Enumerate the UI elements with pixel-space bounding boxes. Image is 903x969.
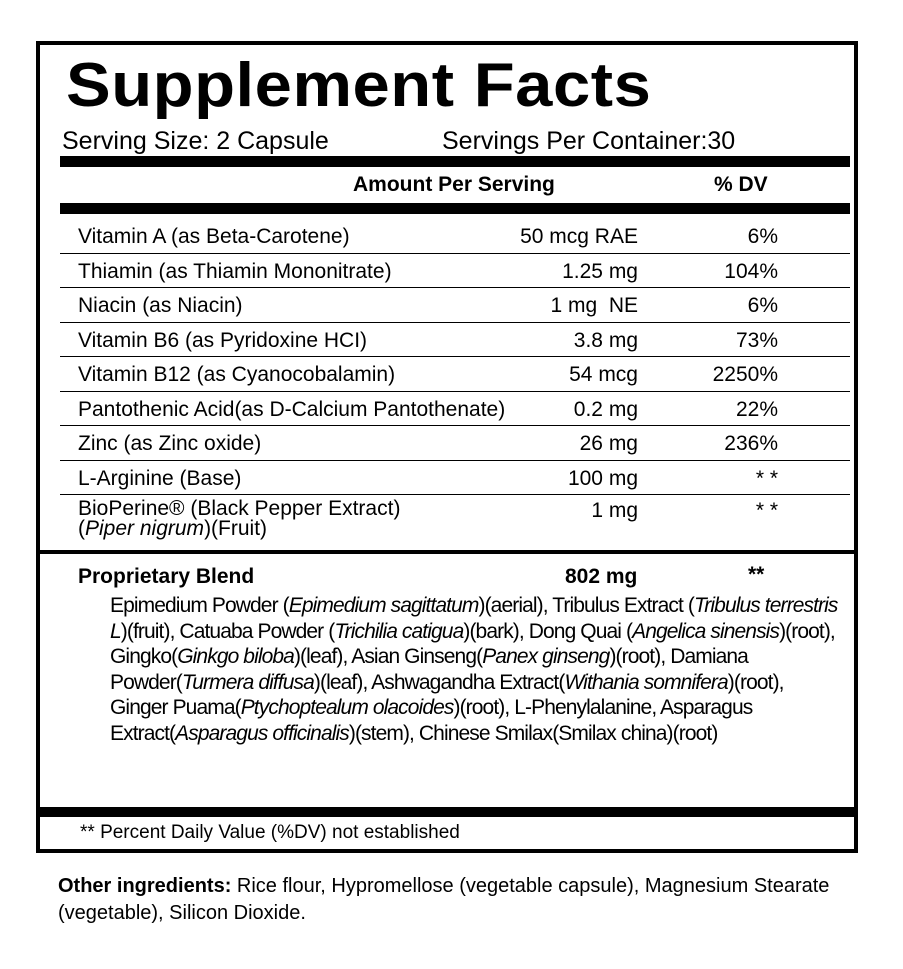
- nutrient-name: Pantothenic Acid(as D-Calcium Pantothenate): [78, 397, 506, 421]
- blend-dv: **: [748, 563, 765, 586]
- nutrient-row: [60, 357, 850, 392]
- nutrient-row: [60, 461, 850, 496]
- blend-latin-name: Ginkgo biloba: [177, 645, 294, 668]
- blend-text-run: )(root), L-Phenylalanine, Asparagus Extract(: [110, 696, 753, 745]
- blend-text-run: )(root), Ginger Puama(: [110, 670, 784, 719]
- footnote: ** Percent Daily Value (%DV) not established: [80, 822, 460, 843]
- nutrient-dv: * *: [755, 499, 778, 522]
- other-ingredients: [58, 873, 878, 927]
- bioperine-latin-name: Piper nigrum: [85, 517, 205, 540]
- blend-latin-name: Angelica sinensis: [632, 619, 780, 643]
- divider-footer: [40, 807, 854, 817]
- blend-text-run: Epimedium Powder (: [110, 594, 289, 617]
- nutrient-dv: 22%: [735, 397, 778, 421]
- nutrient-dv: 6%: [747, 294, 778, 317]
- nutrient-amount: 1 mg NE: [550, 294, 638, 317]
- blend-latin-name: Epimedium sagittatum: [288, 594, 479, 617]
- blend-text-run: )(root), Gingko(: [110, 619, 835, 668]
- nutrient-dv: 6%: [747, 225, 778, 248]
- nutrient-row: [60, 219, 850, 254]
- nutrient-dv: 73%: [735, 328, 778, 352]
- nutrient-amount: 26 mg: [579, 432, 638, 455]
- nutrient-name: Thiamin (as Thiamin Mononitrate): [78, 259, 392, 283]
- nutrient-row: [60, 254, 850, 289]
- blend-amount: 802 mg: [565, 565, 638, 588]
- bioperine-name-rest: )(Fruit): [204, 517, 268, 540]
- nutrient-amount: 0.2 mg: [573, 397, 638, 421]
- nutrient-row: [60, 288, 850, 323]
- supplement-facts-panel: [36, 41, 858, 853]
- nutrient-dv: 2250%: [712, 363, 778, 386]
- serving-size: Serving Size: 2 Capsule: [62, 127, 329, 155]
- nutrient-amount: 1.25 mg: [562, 259, 638, 283]
- nutrient-name: Niacin (as Niacin): [78, 294, 243, 317]
- other-ingredients-label: Other ingredients:: [58, 875, 232, 897]
- amount-per-serving-header: Amount Per Serving: [353, 173, 555, 196]
- blend-text-run: )(fruit), Catuaba Powder (: [120, 619, 335, 643]
- other-ingredients-text: Rice flour, Hypromellose (vegetable capsule), Magnesium Stearate (vegetable), Silicon Dioxide.: [58, 875, 830, 924]
- blend-latin-name: Tribulus terrestris L: [110, 594, 838, 643]
- divider-blend: [40, 550, 854, 554]
- dv-header: % DV: [714, 173, 768, 196]
- blend-text-run: )(aerial), Tribulus Extract (: [478, 594, 694, 617]
- nutrient-amount: 1 mg: [591, 499, 638, 522]
- nutrient-dv: 104%: [724, 259, 778, 283]
- nutrient-name: Zinc (as Zinc oxide): [78, 432, 262, 455]
- divider-header: [60, 203, 850, 214]
- blend-latin-name: Panex ginseng: [482, 645, 610, 668]
- blend-latin-name: Turmera diffusa: [181, 670, 314, 694]
- blend-latin-name: Ptychoptealum olacoides: [240, 696, 454, 719]
- nutrient-name: Vitamin B6 (as Pyridoxine HCI): [78, 328, 368, 352]
- nutrient-amount: 100 mg: [567, 466, 638, 490]
- divider-top: [60, 156, 850, 167]
- nutrient-row: [60, 426, 850, 461]
- nutrient-amount: 54 mcg: [569, 363, 638, 386]
- bioperine-paren-open: (: [78, 517, 85, 540]
- blend-text-run: )(leaf), Ashwagandha Extract(: [313, 670, 565, 694]
- nutrient-row: [60, 392, 850, 427]
- nutrient-row: [60, 323, 850, 358]
- nutrient-dv: * *: [755, 466, 778, 490]
- servings-per-container: Servings Per Container:30: [442, 127, 736, 155]
- nutrient-name: Vitamin A (as Beta-Carotene): [78, 225, 350, 248]
- nutrient-list: [60, 219, 850, 549]
- nutrient-amount: 50 mcg RAE: [520, 225, 638, 248]
- blend-latin-name: Withania somnifera: [564, 670, 728, 694]
- blend-title: Proprietary Blend: [78, 565, 255, 588]
- nutrient-amount: 3.8 mg: [573, 328, 638, 352]
- blend-text-run: )(root), Damiana Powder(: [110, 645, 748, 694]
- blend-latin-name: Trichilia catigua: [334, 619, 464, 643]
- bioperine-name-line1: BioPerine® (Black Pepper Extract): [78, 497, 401, 520]
- blend-text-run: )(stem), Chinese Smilax(Smilax china)(root): [348, 721, 718, 745]
- nutrient-name: L-Arginine (Base): [78, 466, 242, 490]
- nutrient-name: Vitamin B12 (as Cyanocobalamin): [78, 363, 396, 386]
- nutrient-name: [78, 499, 400, 539]
- blend-text-run: )(leaf), Asian Ginseng(: [293, 645, 483, 668]
- blend-latin-name: Asparagus officinalis: [175, 721, 349, 745]
- nutrient-row-bioperine: [60, 495, 850, 549]
- blend-ingredients: [110, 593, 840, 746]
- nutrient-dv: 236%: [724, 432, 778, 455]
- blend-text-run: )(bark), Dong Quai (: [463, 619, 633, 643]
- panel-title: Supplement Facts: [66, 51, 652, 120]
